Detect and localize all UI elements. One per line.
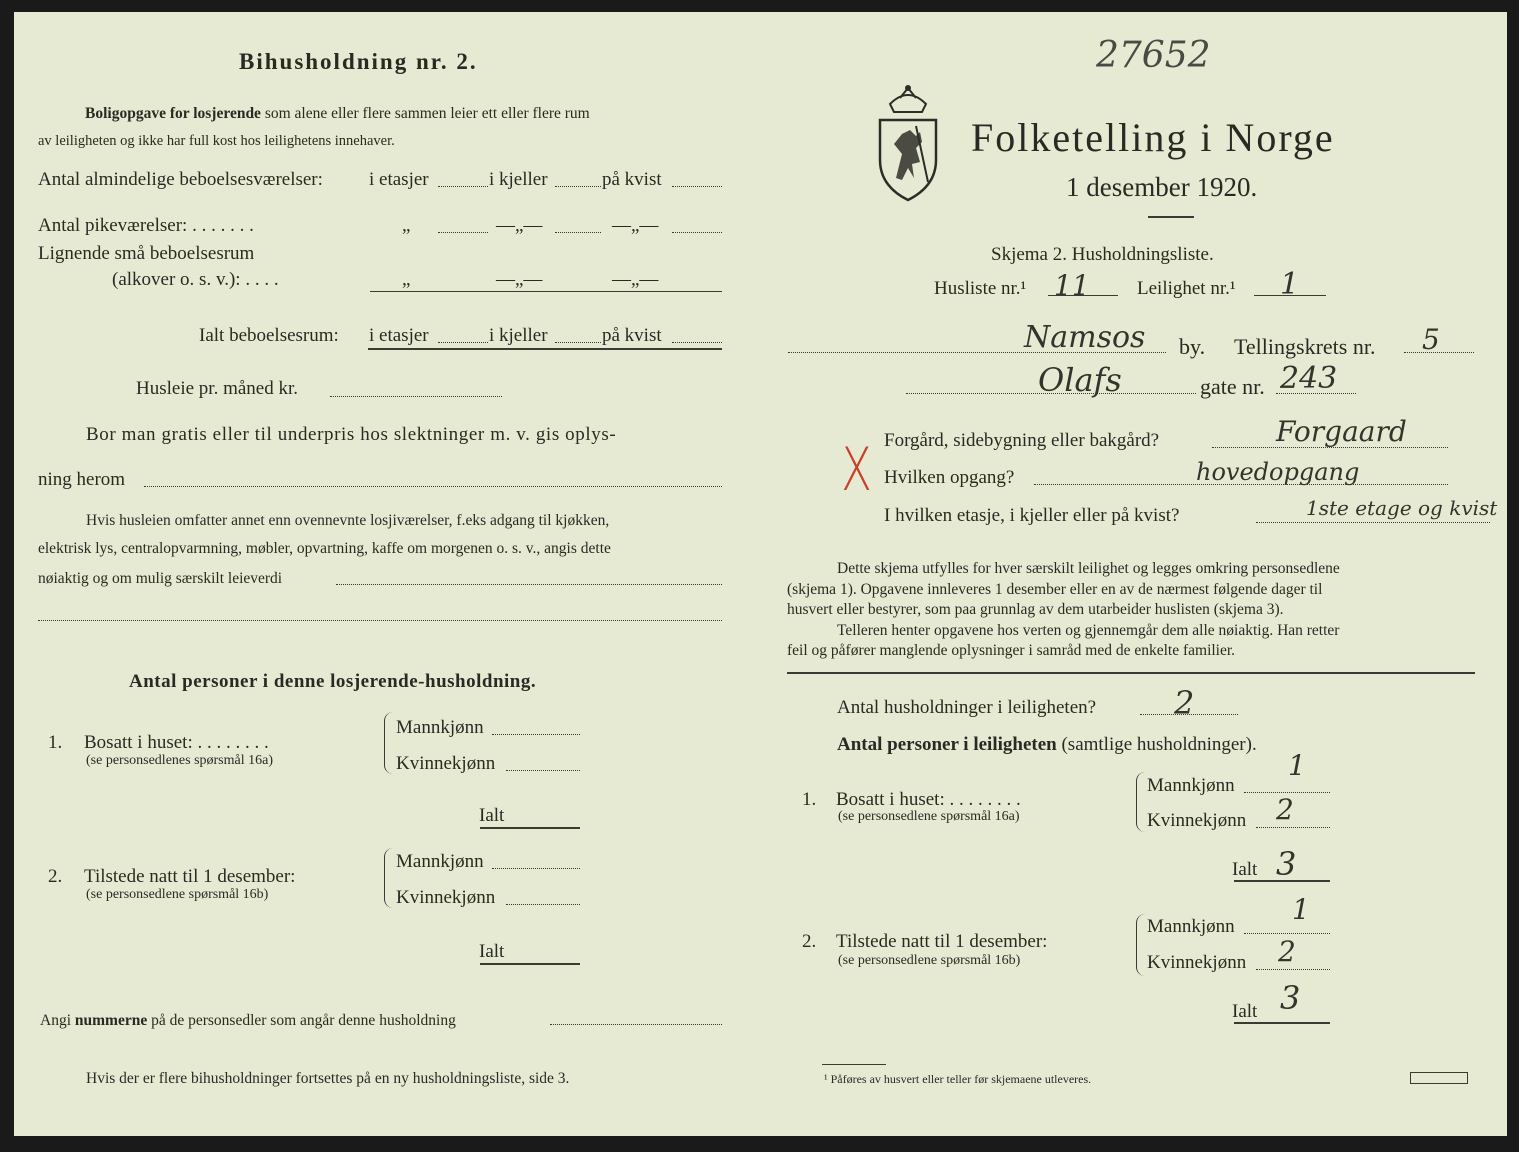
instr-rule — [787, 672, 1475, 674]
ialt-rum-underline — [368, 348, 722, 350]
instr-line-3: husvert eller bestyrer, som paa grunnlag av dem utarbeider huslisten (skjema 3). — [787, 601, 1284, 618]
etasje-value[interactable]: 1ste etage og kvist — [1306, 496, 1498, 520]
right-q1-label: Bosatt i huset: . . . . . . . . — [836, 789, 1021, 810]
instr-line-2: (skjema 1). Opgavene innleveres 1 desember eller en av de nærmest følgende dager til — [787, 581, 1323, 598]
right-q1-num: 1. — [802, 789, 817, 810]
opgang-label: Hvilken opgang? — [884, 467, 1015, 488]
by-label: by. — [1179, 334, 1206, 359]
ialt-rum-kjeller-field[interactable] — [555, 342, 601, 343]
instr-line-4: Telleren henter opgavene hos verten og gjennemgår dem alle nøiaktig. Han retter — [837, 622, 1340, 639]
opgang-field — [1034, 484, 1448, 485]
right-q2-kvinne-field — [1256, 969, 1330, 970]
archive-number: 27652 — [1096, 35, 1211, 76]
right-q2-mann-value[interactable]: 1 — [1292, 893, 1310, 926]
pike-ditto-3: —„— — [612, 215, 659, 236]
right-q2-ialt-label: Ialt — [1232, 1001, 1258, 1022]
pike-ditto-1: „ — [402, 215, 411, 236]
rooms-label: Antal almindelige beboelsesværelser: — [38, 169, 323, 190]
left-q1-ialt-field[interactable] — [480, 827, 580, 829]
leilighet-label: Leilighet nr.¹ — [1137, 278, 1236, 299]
gate-nr-value[interactable]: 243 — [1280, 361, 1338, 396]
leilighet-value[interactable]: 1 — [1280, 267, 1300, 302]
husliste-value[interactable]: 11 — [1054, 269, 1090, 302]
gratis-line-2: ning herom — [38, 469, 126, 490]
gratis-line-1: Bor man gratis eller til underpris hos slektninger m. v. gis oplys- — [86, 424, 617, 445]
angi-field[interactable] — [550, 1024, 722, 1025]
hvis-line-3: nøiaktig og om mulig særskilt leieverdi — [38, 570, 283, 587]
left-q1-sub: (se personsedlenes spørsmål 16a) — [86, 753, 274, 768]
left-q2-bracket — [384, 848, 393, 908]
opgang-value[interactable]: hovedopgang — [1196, 458, 1360, 486]
angi-line — [40, 1013, 456, 1029]
leieverdi-field-2[interactable] — [38, 620, 722, 621]
left-q1-kvinne-label: Kvinnekjønn — [396, 753, 496, 774]
skjema-label: Skjema 2. Husholdningsliste. — [991, 244, 1214, 265]
instr-line-5: feil og påfører manglende oplysninger i samråd med de enkelte familier. — [787, 642, 1236, 659]
left-q2-mann-field[interactable] — [492, 868, 580, 869]
left-q2-kvinne-field[interactable] — [506, 904, 580, 905]
left-q2-sub: (se personsedlene spørsmål 16b) — [86, 887, 269, 902]
left-q2-num: 2. — [48, 866, 63, 887]
tellingskrets-field — [1404, 352, 1474, 353]
left-q1-num: 1. — [48, 732, 63, 753]
antal-hush-value[interactable]: 2 — [1174, 684, 1195, 722]
pike-label: Antal pikeværelser: . . . . . . . — [38, 215, 254, 236]
right-q2-ialt-value[interactable]: 3 — [1280, 979, 1301, 1017]
rooms-kjeller-field[interactable] — [555, 186, 601, 187]
right-q2-kvinne-value[interactable]: 2 — [1278, 935, 1296, 968]
footnote: ¹ Påføres av husvert eller teller før skjemaene utleveres. — [824, 1072, 1092, 1086]
ialt-rum-kvist-field[interactable] — [672, 342, 722, 343]
angi-bold: nummerne — [74, 1012, 148, 1029]
left-q1-kvinne-field[interactable] — [506, 770, 580, 771]
right-q2-bracket — [1136, 914, 1145, 976]
husleie-label: Husleie pr. måned kr. — [136, 378, 298, 399]
left-title: Bihusholdning nr. 2. — [239, 49, 478, 74]
etasje-field — [1256, 522, 1490, 523]
tellingskrets-value[interactable]: 5 — [1422, 323, 1440, 356]
left-antal-heading: Antal personer i denne losjerende-husholdning. — [129, 671, 537, 692]
right-q1-ialt-label: Ialt — [1232, 859, 1258, 880]
right-q1-kvinne-label: Kvinnekjønn — [1147, 810, 1247, 831]
lignende-underline — [370, 291, 722, 292]
footnote-rule — [822, 1064, 886, 1065]
left-q1-mann-field[interactable] — [492, 734, 580, 735]
rooms-etasjer-field[interactable] — [438, 186, 488, 187]
census-date: 1 desember 1920. — [1066, 172, 1258, 202]
tellingskrets-label: Tellingskrets nr. — [1234, 334, 1376, 359]
pike-kjeller-field[interactable] — [555, 232, 601, 233]
gate-nr-field — [1276, 393, 1356, 394]
etasje-label: I hvilken etasje, i kjeller eller på kvist? — [884, 505, 1180, 526]
right-q2-mann-label: Mannkjønn — [1147, 916, 1235, 937]
title-rule — [1148, 216, 1194, 218]
right-q2-num: 2. — [802, 931, 817, 952]
rooms-kvist-field[interactable] — [672, 186, 722, 187]
gate-field — [906, 393, 1196, 394]
forgard-field — [1212, 447, 1448, 448]
by-field — [788, 352, 1166, 353]
left-q2-mann-label: Mannkjønn — [396, 851, 484, 872]
red-x-mark: X — [841, 435, 872, 505]
right-q2-label: Tilstede natt til 1 desember: — [836, 931, 1048, 952]
intro-line-1 — [85, 106, 590, 122]
antal-pers-bold: Antal personer i leiligheten — [837, 734, 1057, 755]
right-q1-bracket — [1136, 772, 1145, 832]
right-q2-kvinne-label: Kvinnekjønn — [1147, 952, 1247, 973]
antal-pers-line — [837, 735, 1257, 754]
left-q1-mann-label: Mannkjønn — [396, 717, 484, 738]
hvis-line-2: elektrisk lys, centralopvarmning, møbler, opvartning, kaffe om morgenen o. s. v., angis dette — [38, 540, 611, 557]
right-q1-ialt-field — [1234, 880, 1330, 882]
printer-stamp — [1410, 1072, 1468, 1084]
by-value[interactable]: Namsos — [1024, 320, 1146, 355]
leilighet-underline — [1254, 295, 1326, 296]
right-q2-ialt-field — [1234, 1022, 1330, 1024]
left-q1-bracket — [384, 712, 393, 774]
angi-pre: Angi — [40, 1012, 71, 1029]
ialt-rum-kvist: på kvist — [602, 325, 662, 346]
pike-kvist-field[interactable] — [672, 232, 722, 233]
pike-ditto-2: —„— — [496, 215, 543, 236]
intro-bold: Boligopgave for losjerende — [85, 105, 261, 122]
right-q1-kvinne-field — [1256, 827, 1330, 828]
left-footer: Hvis der er flere bihusholdninger fortsettes på en ny husholdningsliste, side 3. — [86, 1070, 570, 1087]
right-q1-kvinne-value[interactable]: 2 — [1276, 793, 1294, 826]
left-q1-label: Bosatt i huset: . . . . . . . . — [84, 732, 269, 753]
forgard-label: Forgård, sidebygning eller bakgård? — [884, 430, 1160, 451]
ialt-rum-label: Ialt beboelsesrum: — [199, 325, 339, 346]
gratis-field[interactable] — [144, 486, 722, 487]
antal-hush-field — [1140, 714, 1238, 715]
antal-hush-label: Antal husholdninger i leiligheten? — [837, 697, 1097, 718]
left-q2-label: Tilstede natt til 1 desember: — [84, 866, 296, 887]
left-q1-ialt-label: Ialt — [479, 805, 505, 826]
census-form-sheet — [14, 12, 1507, 1136]
husliste-underline — [1048, 295, 1118, 296]
intro-line-2: av leiligheten og ikke har full kost hos leilighetens innehaver. — [38, 133, 395, 149]
hvis-line-1: Hvis husleien omfatter annet enn ovennevnte losjiværelser, f.eks adgang til kjøkken, — [86, 512, 610, 529]
lignende-label-1: Lignende små beboelsesrum — [38, 243, 255, 264]
right-q1-mann-value[interactable]: 1 — [1288, 749, 1306, 782]
lignende-ditto-2: —„— — [496, 269, 543, 290]
left-q2-ialt-field[interactable] — [480, 963, 580, 965]
lignende-ditto-1: „ — [402, 269, 411, 290]
right-q2-sub: (se personsedlene spørsmål 16b) — [838, 953, 1021, 968]
lignende-ditto-3: —„— — [612, 269, 659, 290]
intro-text: som alene eller flere sammen leier ett eller flere rum — [264, 105, 590, 122]
right-q1-mann-label: Mannkjønn — [1147, 775, 1235, 796]
census-title: Folketelling i Norge — [971, 115, 1335, 160]
rooms-etasjer-label: i etasjer — [369, 169, 429, 190]
husliste-label: Husliste nr.¹ — [934, 278, 1027, 299]
norwegian-coat-of-arms-icon — [876, 82, 940, 202]
left-q2-kvinne-label: Kvinnekjønn — [396, 887, 496, 908]
instr-line-1: Dette skjema utfylles for hver særskilt leilighet og legges omkring personsedlene — [837, 560, 1340, 577]
ialt-rum-etasjer: i etasjer — [369, 325, 429, 346]
angi-post: på de personsedler som angår denne husholdning — [151, 1012, 456, 1029]
ialt-rum-etasjer-field[interactable] — [438, 342, 488, 343]
ialt-rum-kjeller: i kjeller — [489, 325, 548, 346]
forgard-value[interactable]: Forgaard — [1276, 415, 1407, 448]
gate-value[interactable]: Olafs — [1038, 361, 1122, 399]
rooms-kjeller-label: i kjeller — [489, 169, 548, 190]
right-q1-sub: (se personsedlene spørsmål 16a) — [838, 809, 1020, 824]
leieverdi-field[interactable] — [336, 584, 722, 585]
rooms-kvist-label: på kvist — [602, 169, 662, 190]
right-q1-ialt-value[interactable]: 3 — [1276, 845, 1297, 883]
lignende-label-2: (alkover o. s. v.): . . . . — [112, 269, 279, 290]
husleie-field[interactable] — [330, 396, 502, 397]
left-q2-ialt-label: Ialt — [479, 941, 505, 962]
antal-pers-rest: (samtlige husholdninger). — [1061, 734, 1257, 755]
pike-etasjer-field[interactable] — [438, 232, 488, 233]
gate-label: gate nr. — [1200, 374, 1265, 399]
right-q2-mann-field — [1244, 933, 1330, 934]
